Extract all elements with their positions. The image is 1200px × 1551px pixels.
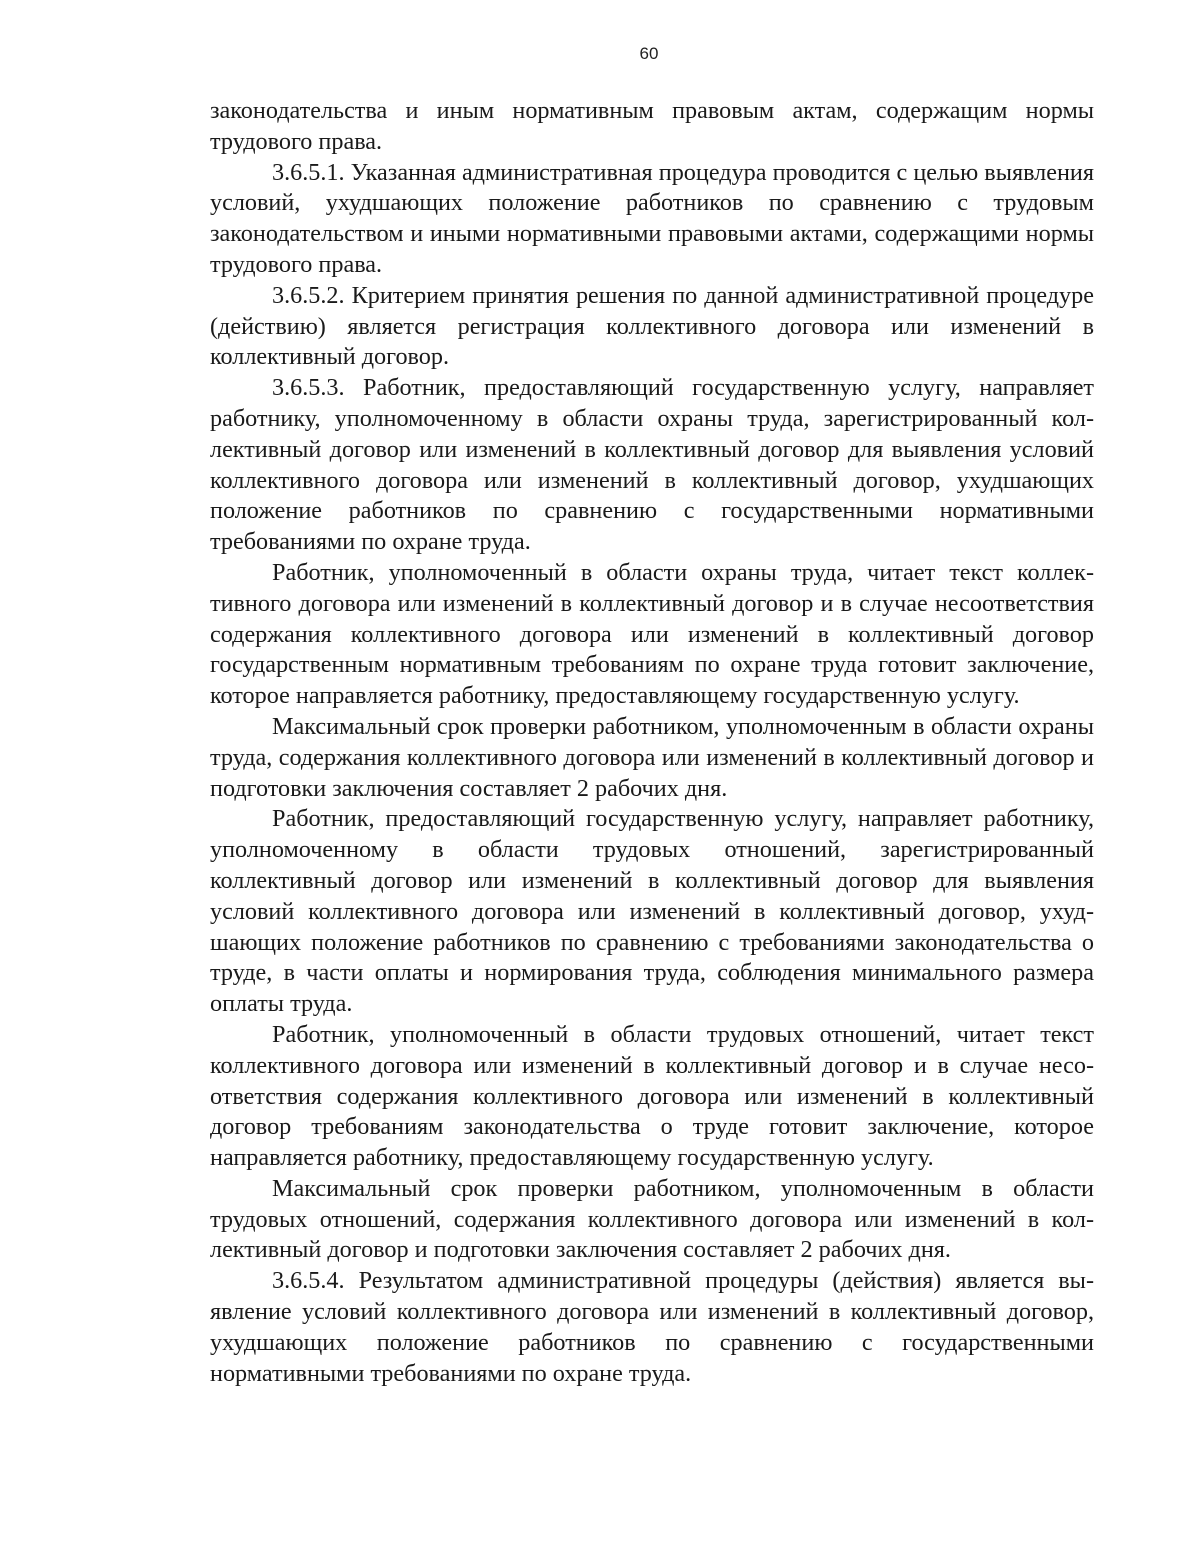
paragraph-3-6-5-3: 3.6.5.3. Работник, предоставляющий государственную услугу, направляет работнику, уполномоченному в области охраны труда, зарегистрированный коллективный договор или изменений в коллективный договор для выявления условий коллективного договора или изменений в коллективный договор, ухудшающих положение работников по сравнению с государственными нормативными требованиями по охране труда. bbox=[210, 374, 1094, 556]
paragraph-labor-safety-deadline: Максимальный срок проверки работником, уполномоченным в области охраны труда, содержания коллективного договора или изменений в коллективный договор и подготовки заключения составляет 2 рабочих дня. bbox=[210, 712, 1094, 802]
paragraph-3-6-5-1: 3.6.5.1. Указанная административная процедура проводится с целью выявления условий, ухудшающих положение работников по сравнению с трудовым законодательством и иными нормативными правовыми актами, содержащими нормы трудового права. bbox=[210, 158, 1094, 278]
document-body bbox=[210, 96, 1094, 1389]
paragraph-labor-safety-review: Работник, уполномоченный в области охраны труда, читает текст коллективного договора или изменений в коллективный договор и в случае несоответствия содержания коллективного договора или изменений в коллективный договор государственным нормативным требованиям по охране труда готовит заключение, которое направляется работнику, предоставляющему государственную услугу. bbox=[210, 558, 1094, 710]
paragraph-3-6-5-4: 3.6.5.4. Результатом административной процедуры (действия) является выявление условий коллективного договора или изменений в коллективный договор, ухудшающих положение работников по сравнению с государственными нормативными требованиями по охране труда. bbox=[210, 1267, 1094, 1387]
paragraph-continuation: законодательства и иным нормативным правовым актам, содержащим нормы трудового права. bbox=[210, 97, 1094, 155]
paragraph-labor-relations-deadline: Максимальный срок проверки работником, уполномоченным в области трудовых отношений, содержания коллективного договора или изменений в коллективный договор и подготовки заключения составляет 2 рабочих дня. bbox=[210, 1174, 1094, 1264]
paragraph-labor-relations-referral: Работник, предоставляющий государственную услугу, направляет работнику, уполномоченному в области трудовых отношений, зарегистрированный коллективный договор или изменений в коллективный договор для выявления условий коллективного договора или изменений в коллективный договор, ухудшающих положение работников по сравнению с требованиями законодательства о труде, в части оплаты и нормирования труда, соблюдения минимального размера оплаты труда. bbox=[210, 805, 1094, 1018]
paragraph-labor-relations-review: Работник, уполномоченный в области трудовых отношений, читает текст коллективного договора или изменений в коллективный договор и в случае несоответствия содержания коллективного договора или изменений в коллективный договор требованиям законодательства о труде готовит заключение, которое направляется работнику, предоставляющему государственную услугу. bbox=[210, 1020, 1094, 1172]
paragraph-3-6-5-2: 3.6.5.2. Критерием принятия решения по данной административной процедуре (действию) является регистрация коллективного договора или изменений в коллективный договор. bbox=[210, 281, 1094, 371]
page-number: 60 bbox=[639, 44, 659, 63]
